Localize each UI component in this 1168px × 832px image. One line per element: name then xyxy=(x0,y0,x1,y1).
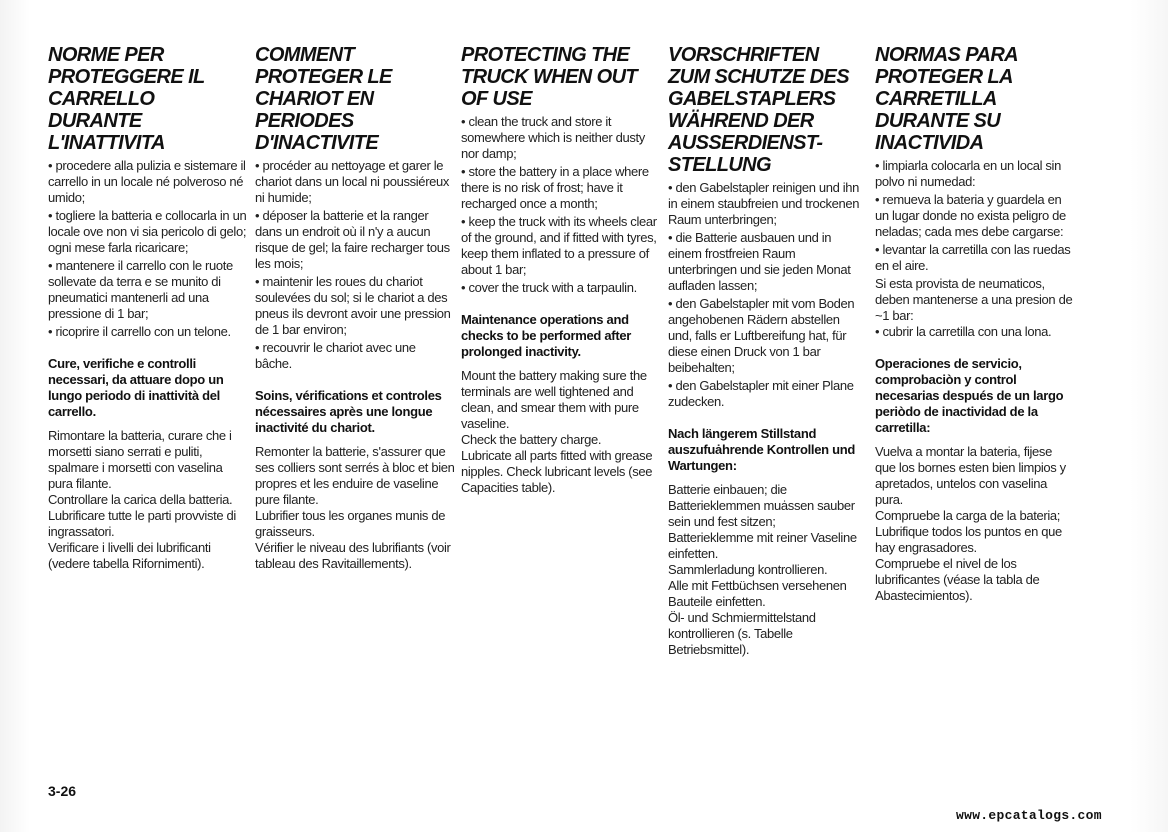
body-paragraph: Mount the battery making sure the terminals are well tightened and clean, and smear them with pure vaseline. xyxy=(461,368,647,431)
bullet-item: • mantenere il carrello con le ruote sollevate da terra e se munito di pneumatici mantenerli ad una pressione di 1 bar; xyxy=(48,258,248,322)
bullet-item: • clean the truck and store it somewhere which is neither dusty nor damp; xyxy=(461,114,661,162)
column-spanish xyxy=(875,44,1075,604)
bullet-item: • ricoprire il carrello con un telone. xyxy=(48,324,248,340)
bullet-item: • den Gabelstapler reinigen und ihn in einem staubfreien und trockenen Raum unterbringen; xyxy=(668,180,864,228)
column-german xyxy=(668,44,864,658)
bullet-item: • limpiarla colocarla en un local sin polvo ni numedad: xyxy=(875,158,1075,190)
body-paragraph: Controllare la carica della batteria. xyxy=(48,492,233,507)
bullet-list-spanish-cont xyxy=(875,324,1075,340)
body-paragraph: Lubrifier tous les organes munis de graisseurs. xyxy=(255,508,446,539)
body-text-italian xyxy=(48,428,248,572)
body-paragraph: Rimontare la batteria, curare che i morsetti siano serrati e puliti, spalmare i morsetti con vaselina pura filante. xyxy=(48,428,232,491)
subheading-italian: Cure, verifiche e controlli necessari, da attuare dopo un lungo periodo di inattività del carrello. xyxy=(48,356,224,419)
body-paragraph: Vérifier le niveau des lubrifiants (voir tableau des Ravitaillements). xyxy=(255,540,451,571)
bullet-item: • levantar la carretilla con las ruedas en el aire. xyxy=(875,242,1075,274)
section-title-french: COMMENT PROTEGER LE CHARIOT EN PERIODES D'INACTIVITE xyxy=(255,44,392,154)
body-paragraph: Vuelva a montar la bateria, fijese que los bornes esten bien limpios y apretados, untelos con vaselina pura. xyxy=(875,444,1066,507)
bullet-item: • den Gabelstapler mit vom Boden angehobenen Rädern abstellen und, falls er Luftbereifung hat, für diese einen Druck von 1 bar beibehalten; xyxy=(668,296,864,376)
bullet-item: • den Gabelstapler mit einer Plane zudecken. xyxy=(668,378,864,410)
column-french xyxy=(255,44,455,572)
subheading-english: Maintenance operations and checks to be performed after prolonged inactivity. xyxy=(461,312,632,359)
subheading-french: Soins, vérifications et controles nécessaires après une longue inactivité du chariot. xyxy=(255,388,442,435)
body-text-french xyxy=(255,444,455,572)
body-paragraph: Lubrificare tutte le parti provviste di ingrassatori. xyxy=(48,508,236,539)
body-paragraph: Remonter la batterie, s'assurer que ses colliers sont serrés à bloc et bien propres et les enduire de vaseline pure filante. xyxy=(255,444,455,507)
body-text-german xyxy=(668,482,864,658)
body-paragraph: Lubricate all parts fitted with grease nipples. Check lubricant levels (see Capacities table). xyxy=(461,448,653,495)
bullet-item: • procéder au nettoyage et garer le chariot dans un local ni poussiéreux ni humide; xyxy=(255,158,455,206)
column-english xyxy=(461,44,661,496)
section-title-german: VORSCHRIFTEN ZUM SCHUTZE DES GABELSTAPLERS WÄHREND DER AUSSERDIENST-STELLUNG xyxy=(668,44,850,176)
watermark-url: www.epcatalogs.com xyxy=(956,808,1102,823)
bullet-item: • cubrir la carretilla con una lona. xyxy=(875,324,1075,340)
body-paragraph: Lubrifique todos los puntos en que hay engrasadores. xyxy=(875,524,1062,555)
subheading-german: Nach längerem Stillstand auszufuȧhrende Kontrollen und Wartungen: xyxy=(668,426,856,473)
bullet-item: • maintenir les roues du chariot soulevées du sol; si le chariot a des pneus ils devront avoir une pression de 1 bar environ; xyxy=(255,274,455,338)
body-text-english xyxy=(461,368,661,496)
body-paragraph: Compruebe el nivel de los lubrificantes (véase la tabla de Abastecimientos). xyxy=(875,556,1040,603)
bullet-item: • remueva la bateria y guardela en un lugar donde no exista peligro de neladas; cada mes debe cargarse: xyxy=(875,192,1075,240)
subheading-spanish: Operaciones de servicio, comprobaciòn y control necesarias después de un largo periòdo de inactividad de la carretilla: xyxy=(875,356,1064,435)
body-paragraph: Öl- und Schmiermittelstand kontrollieren (s. Tabelle Betriebsmittel). xyxy=(668,610,816,657)
bullet-item: • procedere alla pulizia e sistemare il carrello in un locale né polveroso né umido; xyxy=(48,158,248,206)
body-paragraph: Sammlerladung kontrollieren. xyxy=(668,562,828,577)
section-title-spanish: NORMAS PARA PROTEGER LA CARRETILLA DURANTE SU INACTIVIDA xyxy=(875,44,1018,154)
bullet-list-spanish xyxy=(875,158,1075,274)
bullet-list-french xyxy=(255,158,455,372)
bullet-item: • déposer la batterie et la ranger dans un endroit où il n'y a aucun risque de gel; la faire recharger tous les mois; xyxy=(255,208,455,272)
section-title-italian: NORME PER PROTEGGERE IL CARRELLO DURANTE L'INATTIVITA xyxy=(48,44,205,154)
column-italian xyxy=(48,44,248,572)
bullet-item: • togliere la batteria e collocarla in un locale ove non vi sia pericolo di gelo; ogni mese farla ricaricare; xyxy=(48,208,248,256)
bullet-list-italian xyxy=(48,158,248,340)
bullet-list-english xyxy=(461,114,661,296)
body-paragraph: Si esta provista de neumaticos, deben mantenerse a una presion de ~1 bar: xyxy=(875,276,1073,323)
body-paragraph: Batterie einbauen; die Batterieklemmen muȧssen sauber sein und fest sitzen; Batterieklemme mit reiner Vaseline einfetten. xyxy=(668,482,857,561)
body-text-spanish xyxy=(875,444,1075,604)
bullet-list-german xyxy=(668,180,864,410)
bullet-item: • keep the truck with its wheels clear of the ground, and if fitted with tyres, keep them inflated to a pressure of about 1 bar; xyxy=(461,214,661,278)
body-paragraph: Alle mit Fettbüchsen versehenen Bauteile einfetten. xyxy=(668,578,847,609)
bullet-item: • recouvrir le chariot avec une bâche. xyxy=(255,340,455,372)
body-paragraph: Verificare i livelli dei lubrificanti (vedere tabella Rifornimenti). xyxy=(48,540,211,571)
body-paragraph: Compruebe la carga de la bateria; xyxy=(875,508,1061,523)
section-title-english: PROTECTING THE TRUCK WHEN OUT OF USE xyxy=(461,44,638,110)
page-number: 3-26 xyxy=(48,783,77,799)
bullet-item: • cover the truck with a tarpaulin. xyxy=(461,280,661,296)
bullet-item: • die Batterie ausbauen und in einem frostfreien Raum unterbringen und sie jeden Monat aufladen lassen; xyxy=(668,230,864,294)
body-paragraph: Check the battery charge. xyxy=(461,432,602,447)
items-note-spanish xyxy=(875,276,1075,324)
bullet-item: • store the battery in a place where there is no risk of frost; have it recharged once a month; xyxy=(461,164,661,212)
